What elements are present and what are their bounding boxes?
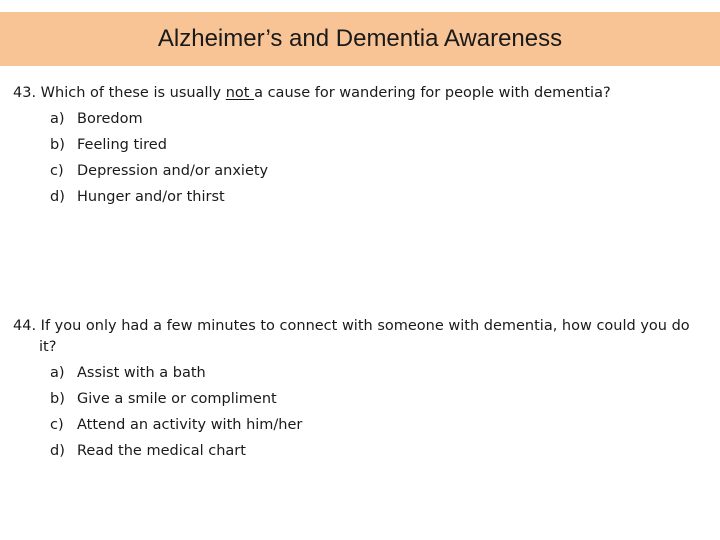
option-letter: d) — [50, 443, 65, 459]
option-c — [13, 158, 713, 184]
option-text: Give a smile or compliment — [77, 391, 277, 407]
title-bar — [0, 12, 720, 66]
option-b — [13, 132, 713, 158]
option-text: Hunger and/or thirst — [77, 189, 225, 205]
option-d — [13, 438, 713, 464]
question-44 — [13, 313, 713, 464]
option-text: Depression and/or anxiety — [77, 163, 269, 179]
stem-text-before: Which of these is usually — [40, 85, 226, 101]
option-text: Assist with a bath — [77, 365, 206, 381]
option-letter: c) — [50, 163, 64, 179]
option-letter: d) — [50, 189, 65, 205]
option-letter: c) — [50, 417, 64, 433]
stem-text-after: a cause for wandering for people with dementia? — [254, 85, 611, 101]
answer-options — [13, 106, 713, 210]
option-b — [13, 386, 713, 412]
question-stem — [13, 80, 713, 106]
question-43 — [13, 80, 713, 210]
option-letter: b) — [50, 391, 65, 407]
option-c — [13, 412, 713, 438]
option-text: Read the medical chart — [77, 443, 246, 459]
option-letter: a) — [50, 111, 65, 127]
option-text: Attend an activity with him/her — [77, 417, 303, 433]
option-letter: b) — [50, 137, 65, 153]
stem-text-line1: If you only had a few minutes to connect with someone with dementia, how could you do — [40, 318, 690, 334]
answer-options — [13, 360, 713, 464]
page-title: Alzheimer’s and Dementia Awareness — [157, 25, 563, 52]
option-a — [13, 106, 713, 132]
stem-text-line2: it? — [39, 339, 57, 355]
option-text: Feeling tired — [77, 137, 167, 153]
stem-emphasis: not — [225, 85, 255, 101]
option-text: Boredom — [77, 111, 143, 127]
option-d — [13, 184, 713, 210]
option-a — [13, 360, 713, 386]
question-number: 44. — [13, 318, 37, 334]
question-number: 43. — [13, 85, 37, 101]
option-letter: a) — [50, 365, 65, 381]
question-stem — [13, 313, 713, 339]
